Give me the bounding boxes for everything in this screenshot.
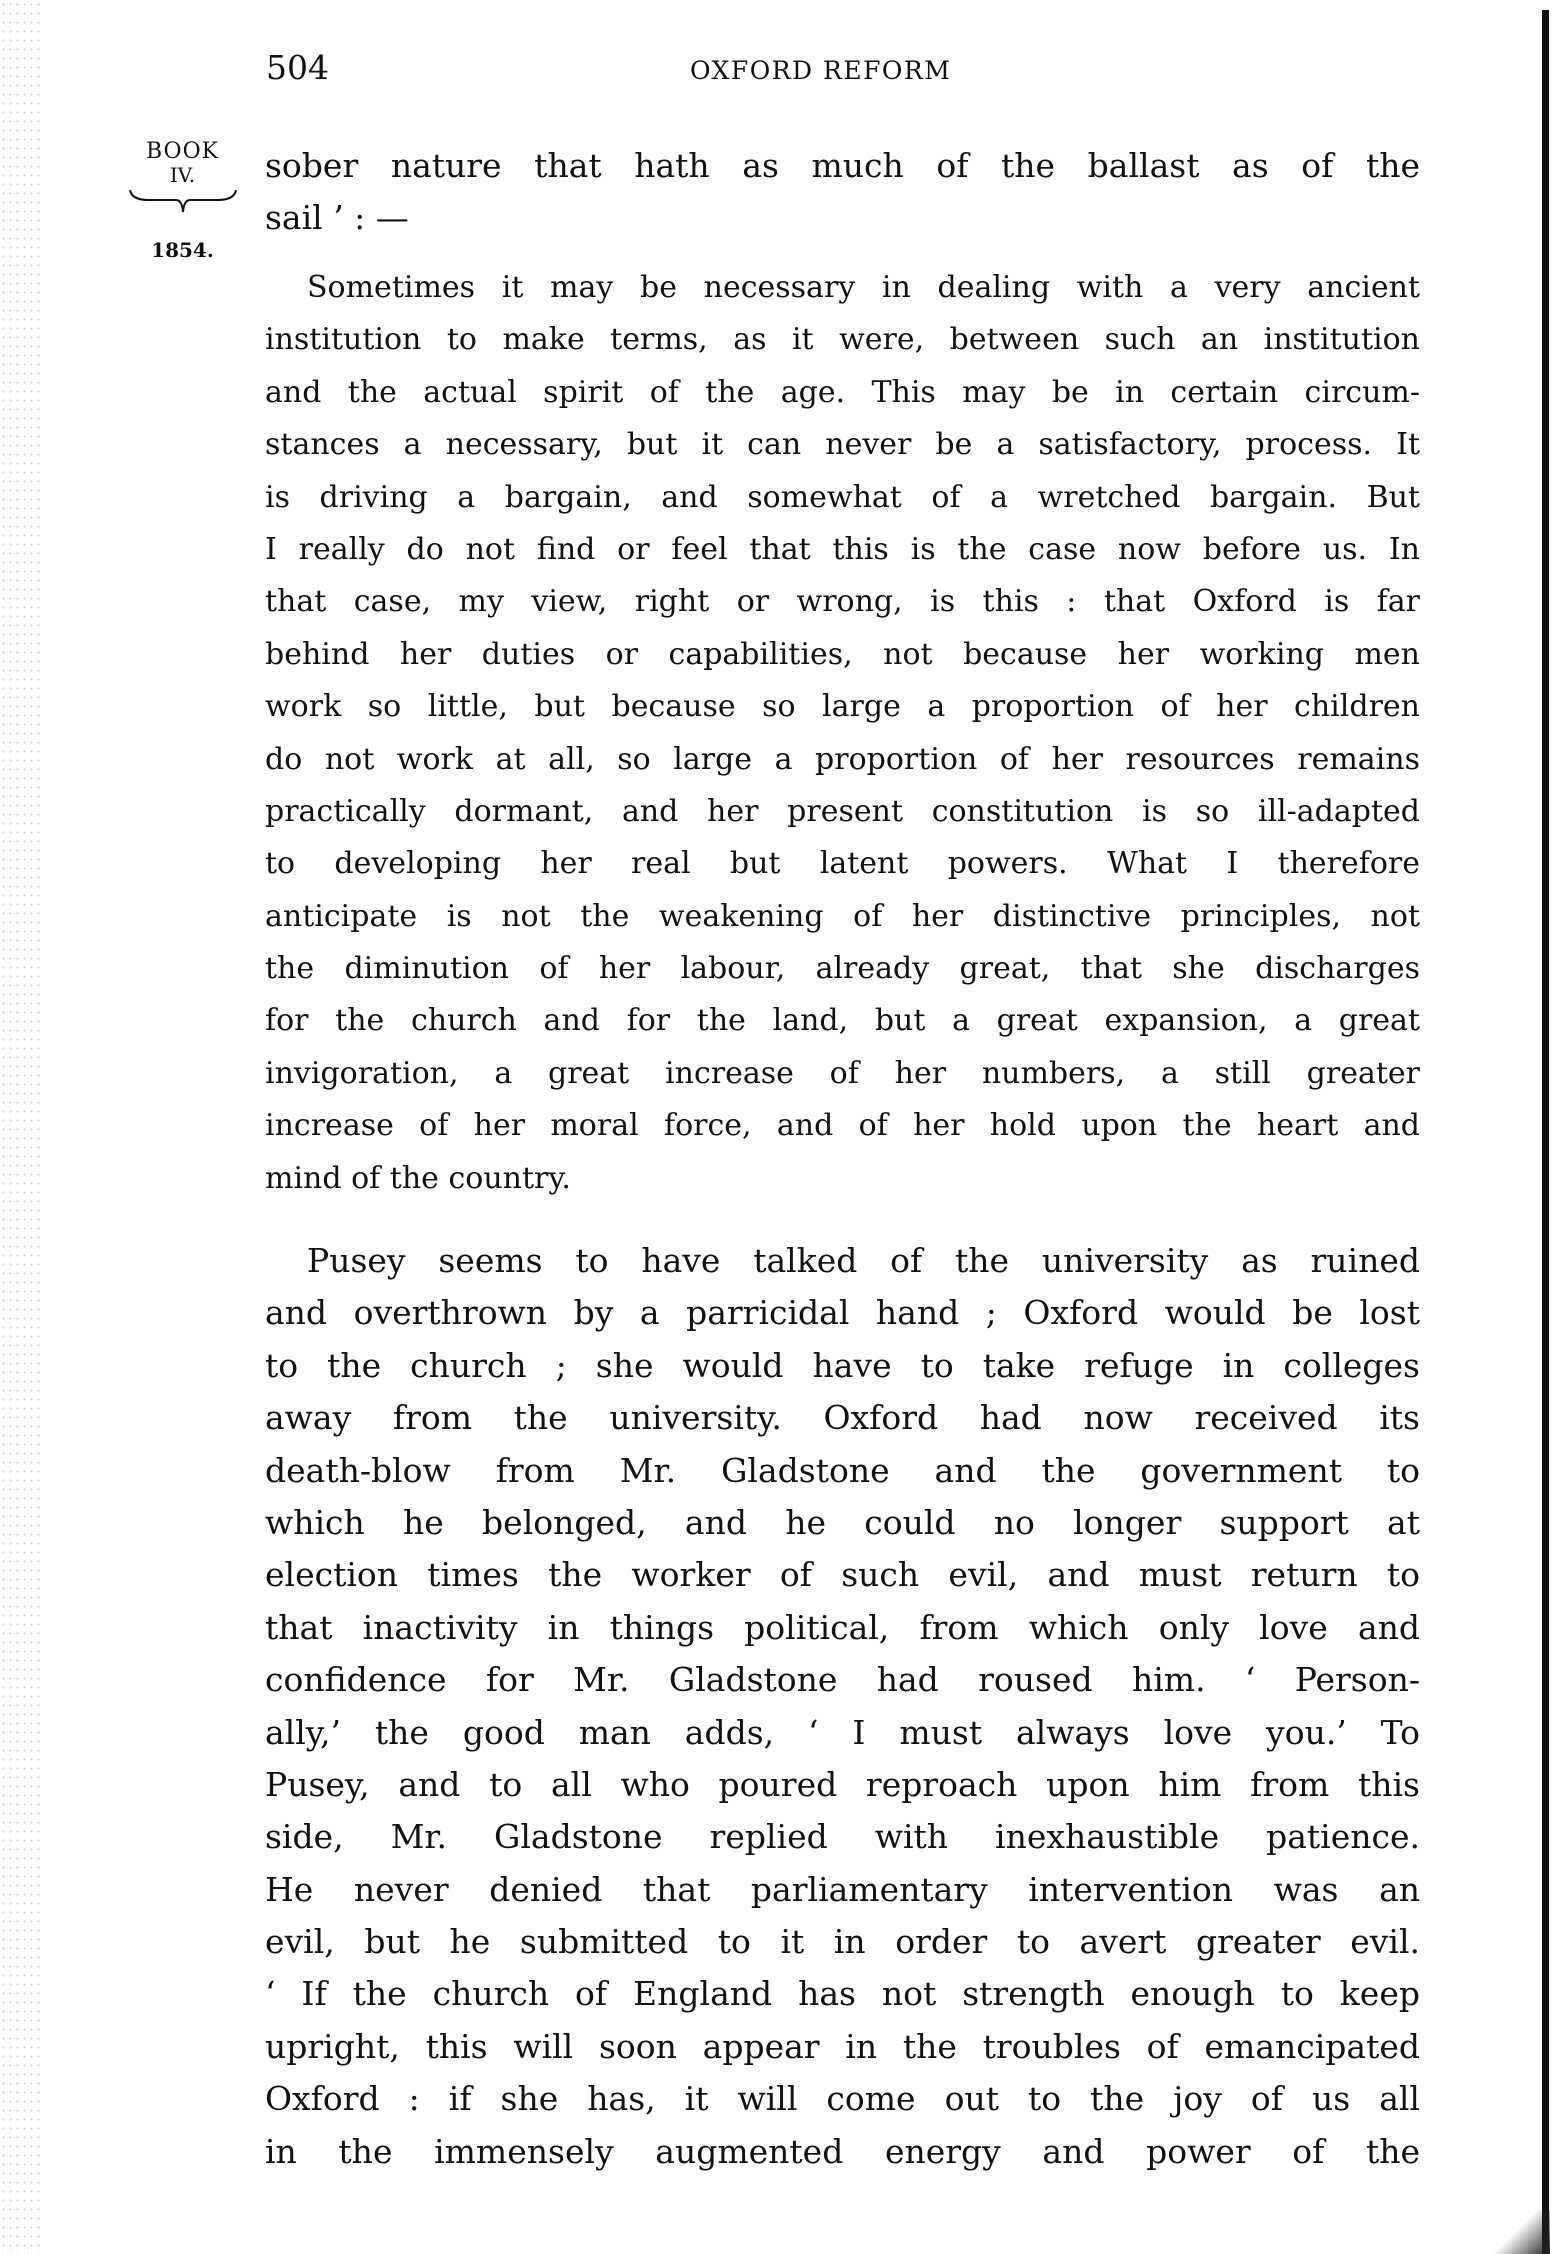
text-line: away from the university. Oxford had now received its: [265, 1398, 1420, 1438]
text-line: I really do not find or feel that this is the case now before us. In: [265, 531, 1420, 567]
curly-brace-icon: [128, 188, 238, 214]
text-line: is driving a bargain, and somewhat of a wretched bargain. But: [265, 479, 1420, 515]
text-line: practically dormant, and her present constitution is so ill-adapted: [265, 793, 1420, 829]
text-line: sail ’ : —: [265, 198, 409, 238]
text-line: anticipate is not the weakening of her distinctive principles, not: [265, 898, 1420, 934]
text-line: death-blow from Mr. Gladstone and the government to: [265, 1450, 1420, 1490]
text-line: Oxford : if she has, it will come out to the joy of us all: [265, 2079, 1420, 2119]
margin-note: [120, 140, 245, 262]
text-line: and overthrown by a parricidal hand ; Oxford would be lost: [265, 1293, 1420, 1333]
block-quote: [265, 262, 1420, 1205]
text-line: the diminution of her labour, already great, that she discharges: [265, 951, 1420, 987]
text-line: evil, but he submitted to it in order to avert greater evil.: [265, 1922, 1420, 1962]
margin-volume-label: IV.: [169, 163, 196, 187]
running-head-title: OXFORD REFORM: [690, 56, 952, 85]
running-head: [0, 48, 1561, 98]
margin-year: 1854.: [151, 238, 214, 262]
text-line: in the immensely augmented energy and power of the: [265, 2131, 1420, 2171]
body-paragraph: [265, 1235, 1420, 2178]
page-corner-shadow: [1490, 2210, 1550, 2254]
text-line: do not work at all, so large a proportion of her resources remains: [265, 741, 1420, 777]
text-line: election times the worker of such evil, and must return to: [265, 1555, 1420, 1595]
text-line: work so little, but because so large a proportion of her children: [265, 689, 1420, 725]
text-line: that inactivity in things political, from which only love and: [265, 1607, 1420, 1647]
text-line: to developing her real but latent powers. What I therefore: [265, 846, 1420, 882]
text-line: invigoration, a great increase of her numbers, a still greater: [265, 1055, 1420, 1091]
text-line: that case, my view, right or wrong, is this : that Oxford is far: [265, 584, 1420, 620]
text-line: to the church ; she would have to take refuge in colleges: [265, 1345, 1420, 1385]
text-line: stances a necessary, but it can never be a satisfactory, process. It: [265, 427, 1420, 463]
text-line: sober nature that hath as much of the ballast as of the: [265, 146, 1420, 185]
text-line: ‘ If the church of England has not strength enough to keep: [265, 1974, 1420, 2014]
text-line: Sometimes it may be necessary in dealing with a very ancient: [307, 270, 1420, 305]
text-line: for the church and for the land, but a great expansion, a great: [265, 1003, 1420, 1039]
margin-book-label: BOOK: [145, 139, 220, 164]
text-line: mind of the country.: [265, 1160, 571, 1196]
text-line: institution to make terms, as it were, between such an institution: [265, 322, 1420, 358]
text-line: Pusey, and to all who poured reproach upon him from this: [265, 1764, 1420, 1804]
text-line: behind her duties or capabilities, not because her working men: [265, 636, 1420, 672]
scan-edge-speckle: [0, 0, 40, 2254]
text-line: He never denied that parliamentary intervention was an: [265, 1869, 1420, 1909]
text-line: upright, this will soon appear in the troubles of emancipated: [265, 2026, 1420, 2066]
lead-paragraph: [265, 140, 1420, 245]
text-line: which he belonged, and he could no longer support at: [265, 1502, 1420, 1542]
text-line: and the actual spirit of the age. This may be in certain circum-: [265, 374, 1420, 410]
text-line: ally,’ the good man adds, ‘ I must always love you.’ To: [265, 1712, 1420, 1752]
text-line: side, Mr. Gladstone replied with inexhaustible patience.: [265, 1817, 1420, 1857]
text-line: confidence for Mr. Gladstone had roused him. ‘ Person-: [265, 1660, 1420, 1700]
text-line: increase of her moral force, and of her hold upon the heart and: [265, 1108, 1420, 1144]
page-number: 504: [266, 48, 329, 87]
text-line: Pusey seems to have talked of the university as ruined: [307, 1241, 1420, 1280]
page-edge-shadow: [1542, 10, 1549, 2254]
